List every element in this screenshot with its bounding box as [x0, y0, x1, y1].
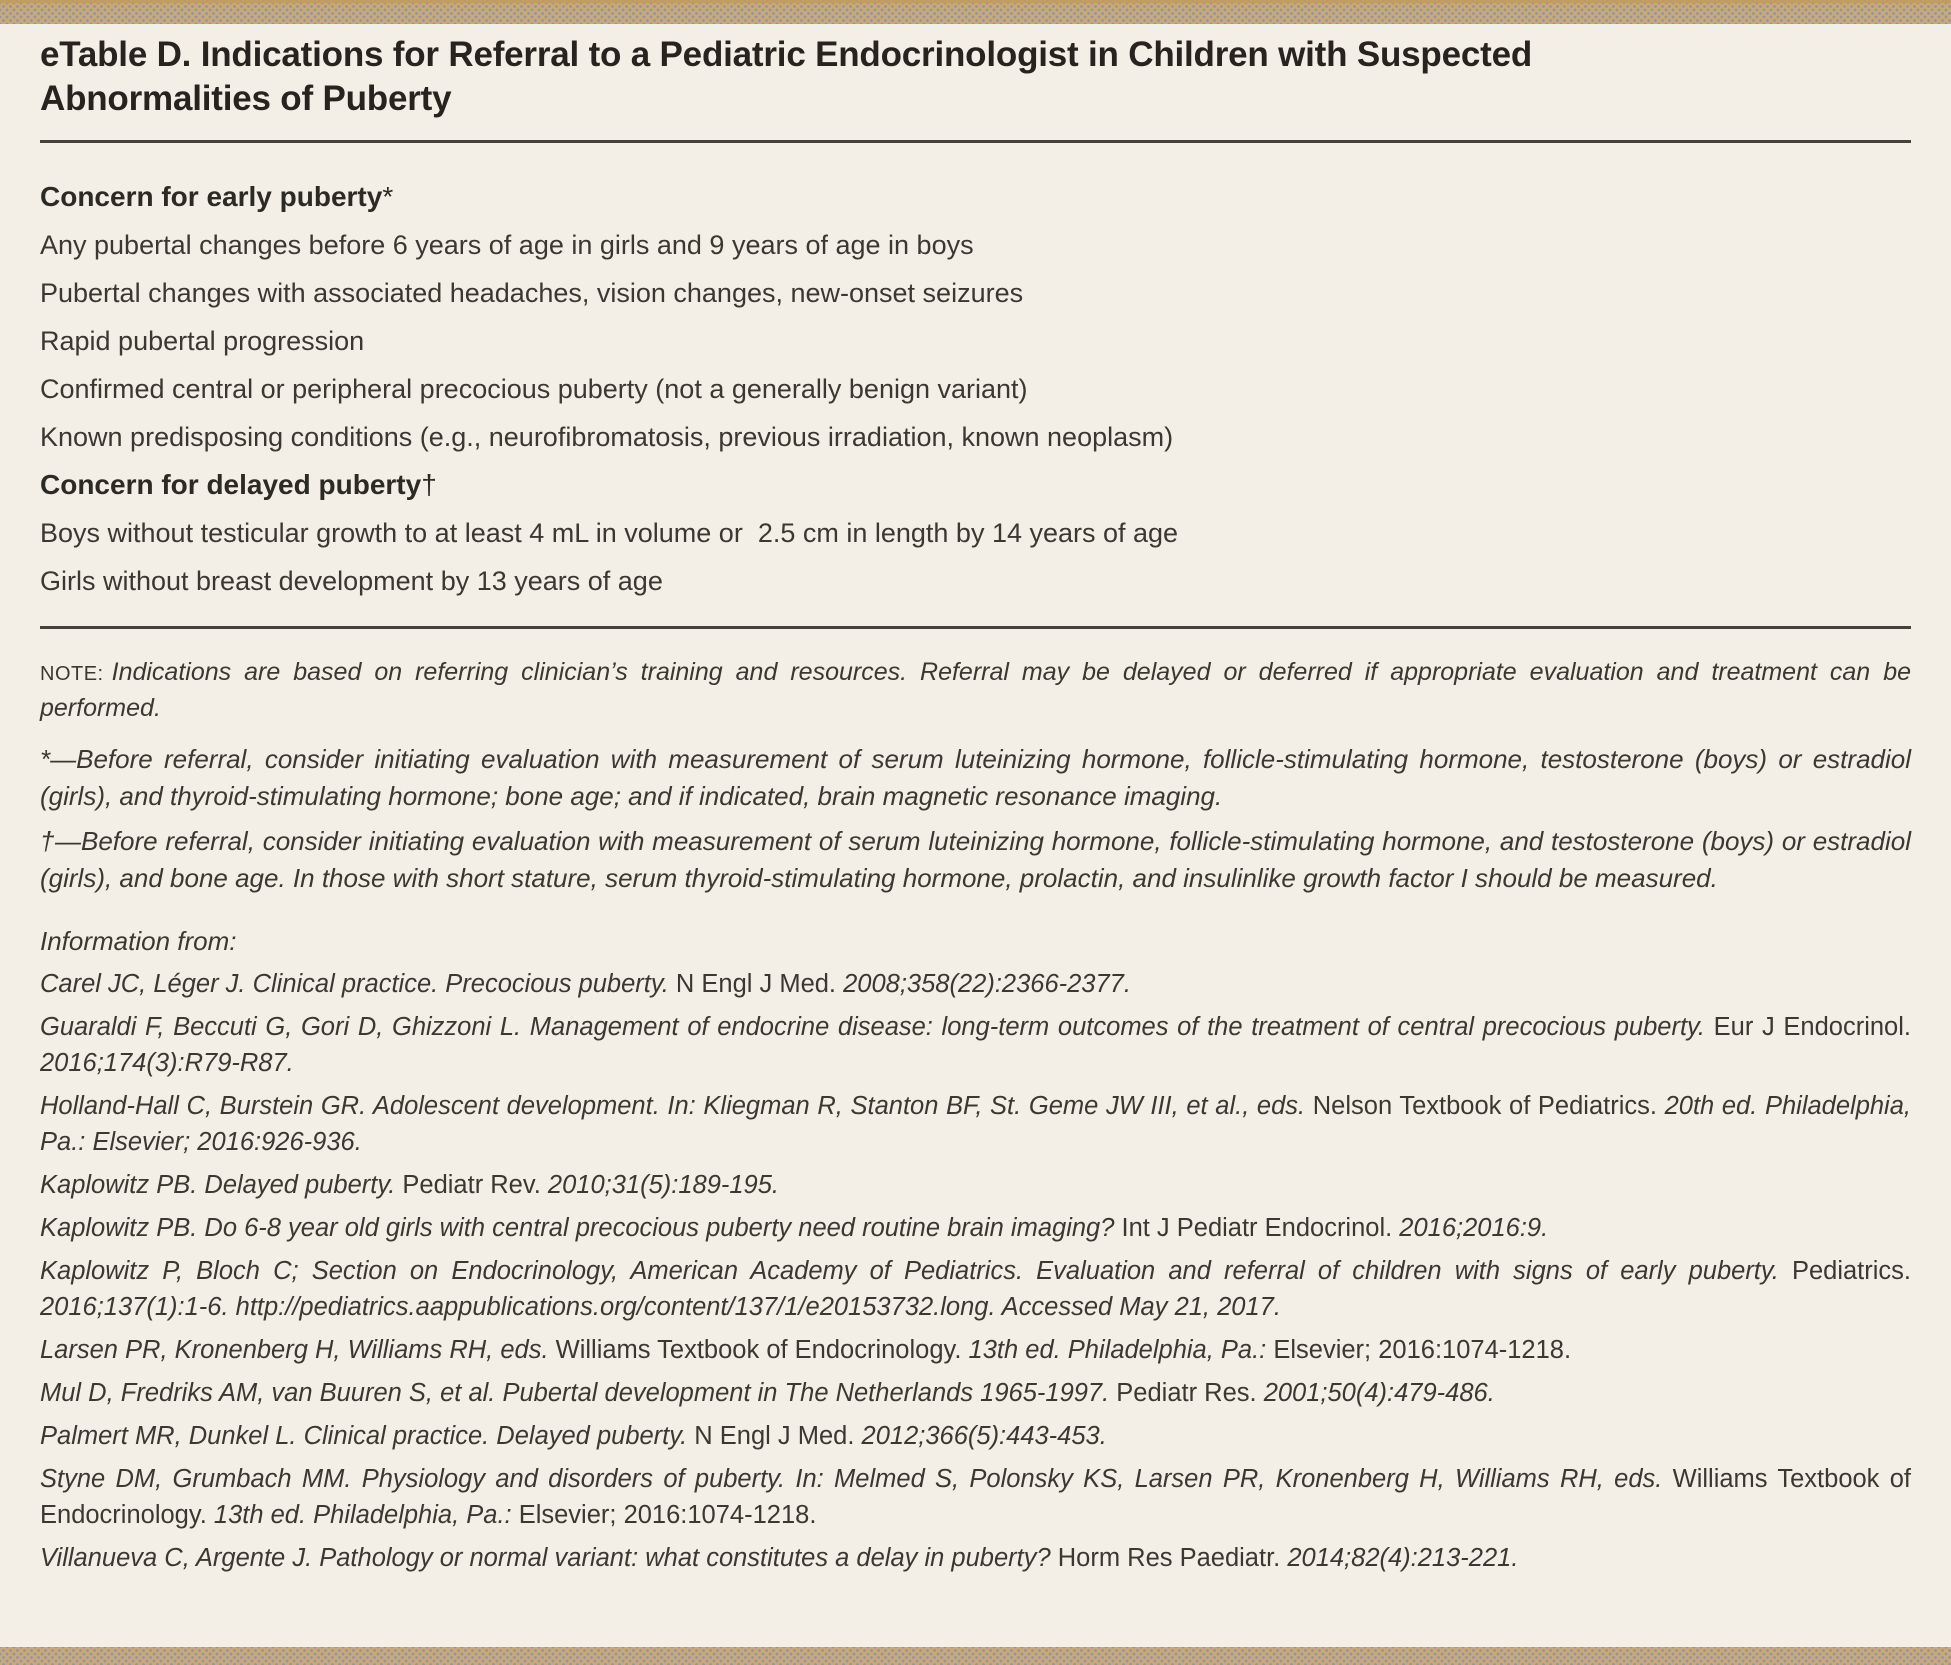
reference-text: Kaplowitz PB. Delayed puberty. — [40, 1171, 403, 1199]
table-title-line2: Abnormalities of Puberty — [40, 79, 452, 118]
indication-item: Any pubertal changes before 6 years of age in girls and 9 years of age in boys — [40, 230, 974, 260]
journal-name: Pediatrics. — [1791, 1257, 1911, 1285]
journal-name: Williams Textbook of Endocrinology. — [40, 1465, 1911, 1529]
table-title-line1: eTable D. Indications for Referral to a Pediatric Endocrinologist in Children with Suspected — [40, 35, 1533, 74]
note-label: NOTE: — [40, 663, 104, 685]
section-heading-marker: * — [382, 181, 394, 212]
note-paragraph — [40, 655, 1911, 725]
reference-text: Kaplowitz PB. Do 6-8 year old girls with central precocious puberty need routine brain imaging? — [40, 1214, 1122, 1242]
reference-text: Mul D, Fredriks AM, van Buuren S, et al. Pubertal development in The Netherlands 1965-1997. — [40, 1379, 1117, 1407]
journal-name: Nelson Textbook of Pediatrics. — [1312, 1092, 1665, 1120]
reference — [40, 1375, 1911, 1411]
top-border-bar — [0, 0, 1951, 24]
reference-text: 2016;174(3):R79-R87. — [40, 1049, 294, 1077]
indication-item: Pubertal changes with associated headaches, vision changes, new-onset seizures — [40, 278, 1024, 308]
reference — [40, 1461, 1911, 1533]
journal-name: N Engl J Med. — [694, 1422, 862, 1450]
indications-list — [40, 180, 1911, 598]
journal-name: N Engl J Med. — [675, 970, 844, 998]
reference-text: Holland-Hall C, Burstein GR. Adolescent development. In: Kliegman R, Stanton BF, St. Geme JW III, et al., eds. — [40, 1092, 1313, 1120]
references-list — [40, 966, 1911, 1576]
references-heading: Information from: — [40, 926, 237, 956]
reference-text: 13th ed. Philadelphia, Pa.: — [968, 1336, 1274, 1364]
indication-item: Boys without testicular growth to at least 4 mL in volume or 2.5 cm in length by 14 years of age — [40, 518, 1179, 548]
reference-text: Larsen PR, Kronenberg H, Williams RH, eds. — [40, 1336, 556, 1364]
reference-text: Carel JC, Léger J. Clinical practice. Precocious puberty. — [40, 970, 676, 998]
note-text: Indications are based on referring clinician’s training and resources. Referral may be delayed or deferred if appropriate evaluation and treatment can be performed. — [40, 658, 1911, 722]
reference — [40, 1167, 1911, 1203]
reference — [40, 1540, 1911, 1576]
journal-name: Pediatr Res. — [1116, 1379, 1264, 1407]
reference-text: Kaplowitz P, Bloch C; Section on Endocrinology, American Academy of Pediatrics. Evaluation and referral of children with signs of early puberty. — [40, 1257, 1792, 1285]
journal-name: Williams Textbook of Endocrinology. — [555, 1336, 969, 1364]
reference — [40, 1253, 1911, 1325]
reference-text: Guaraldi F, Beccuti G, Gori D, Ghizzoni L. Management of endocrine disease: long-term outcomes of the treatment of central precocious puberty. — [40, 1013, 1714, 1041]
footnote: *—Before referral, consider initiating evaluation with measurement of serum luteinizing hormone, follicle-stimulating hormone, testosterone (boys) or estradiol (girls), and thyroid-stimulating hormone; bone age; and if indicated, brain magnetic resonance imaging. — [40, 744, 1911, 811]
content-area — [0, 33, 1951, 1576]
indication-item: Confirmed central or peripheral precocious puberty (not a generally benign variant) — [40, 374, 1028, 404]
journal-name: Elsevier; 2016:1074-1218. — [518, 1501, 817, 1529]
section-heading — [40, 468, 1911, 502]
indication-item: Girls without breast development by 13 years of age — [40, 566, 663, 596]
reference-text: 2012;366(5):443-453. — [861, 1422, 1107, 1450]
reference-text: 2008;358(22):2366-2377. — [843, 970, 1131, 998]
section-heading-text: Concern for early puberty — [40, 181, 383, 212]
body-rule — [40, 626, 1911, 629]
reference-text: 2016;137(1):1-6. http://pediatrics.aappublications.org/content/137/1/e20153732.long. Accessed May 21, 2017. — [40, 1293, 1281, 1321]
title-rule — [40, 140, 1911, 143]
reference-text: Styne DM, Grumbach MM. Physiology and disorders of puberty. In: Melmed S, Polonsky KS, Larsen PR, Kronenberg H, Williams RH, eds. — [40, 1465, 1673, 1493]
reference — [40, 966, 1911, 1002]
reference-text: 2001;50(4):479-486. — [1263, 1379, 1495, 1407]
section-heading-text: Concern for delayed puberty — [40, 469, 422, 500]
indication-item: Known predisposing conditions (e.g., neurofibromatosis, previous irradiation, known neoplasm) — [40, 422, 1174, 452]
table-title — [40, 33, 1911, 121]
section-heading-marker: † — [421, 469, 437, 500]
reference-text: 20th ed. Philadelphia, Pa.: Elsevier; 2016:926-936. — [40, 1092, 1911, 1156]
footnotes — [40, 741, 1911, 897]
section-heading — [40, 180, 1911, 214]
reference-text: 2014;82(4):213-221. — [1287, 1544, 1519, 1572]
bottom-border-bar — [0, 1647, 1951, 1665]
journal-name: Elsevier; 2016:1074-1218. — [1273, 1336, 1572, 1364]
reference — [40, 1210, 1911, 1246]
reference — [40, 1332, 1911, 1368]
journal-name: Eur J Endocrinol. — [1713, 1013, 1911, 1041]
reference — [40, 1088, 1911, 1160]
footnote: †—Before referral, consider initiating evaluation with measurement of serum luteinizing hormone, follicle-stimulating hormone, and testosterone (boys) or estradiol (girls), and bone age. In those with short stature, serum thyroid-stimulating hormone, prolactin, and insulinlike growth factor I should be measured. — [40, 826, 1911, 893]
reference — [40, 1418, 1911, 1454]
reference-text: 2010;31(5):189-195. — [547, 1171, 779, 1199]
reference — [40, 1009, 1911, 1081]
journal-name: Int J Pediatr Endocrinol. — [1121, 1214, 1400, 1242]
journal-name: Horm Res Paediatr. — [1057, 1544, 1288, 1572]
journal-name: Pediatr Rev. — [402, 1171, 548, 1199]
reference-text: 13th ed. Philadelphia, Pa.: — [213, 1501, 519, 1529]
reference-text: Villanueva C, Argente J. Pathology or normal variant: what constitutes a delay in puberty? — [40, 1544, 1058, 1572]
indication-item: Rapid pubertal progression — [40, 326, 365, 356]
reference-text: 2016;2016:9. — [1399, 1214, 1549, 1242]
reference-text: Palmert MR, Dunkel L. Clinical practice. Delayed puberty. — [40, 1422, 695, 1450]
